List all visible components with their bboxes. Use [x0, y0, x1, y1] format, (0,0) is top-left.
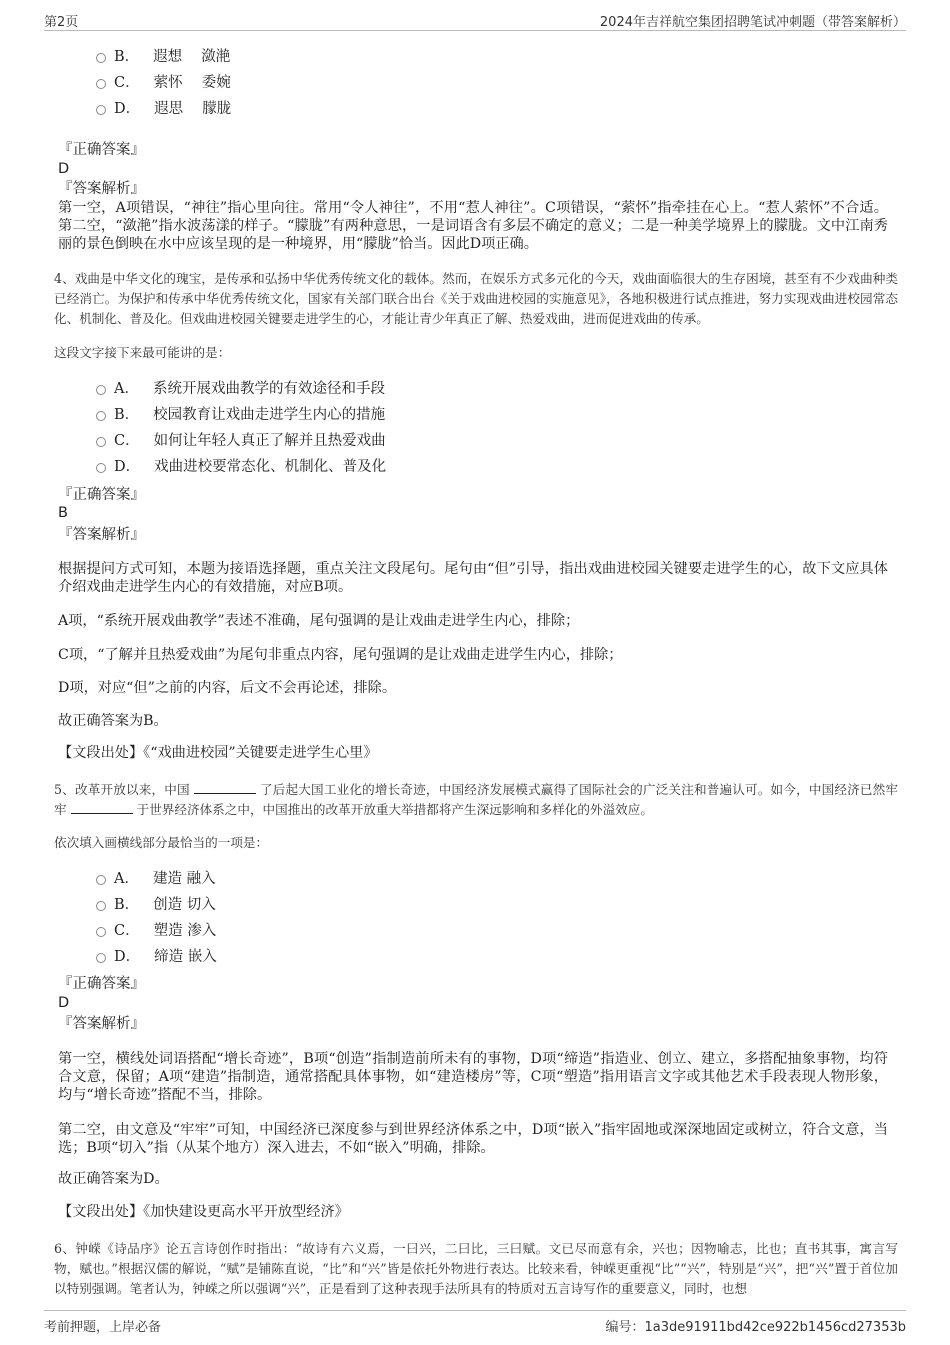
q3-analysis-label: 『答案解析』 [58, 181, 145, 197]
q5-analysis-label: 『答案解析』 [58, 1016, 145, 1032]
q4-option-a[interactable]: A． 系统开展戏曲教学的有效途径和手段 [96, 379, 385, 399]
q4-ask: 这段文字接下来最可能讲的是： [54, 345, 231, 360]
q3-analysis: 第一空，A项错误，“神往”指心里向往。常用“令人神往”，不用“惹人神往”。C项错误，“萦怀”指牵挂在心上。“惹人萦怀”不合适。第二空，“潋滟”指水波荡漾的样子。“朦胧”有两种意思，一是词语含有多层不确定的意义；二是一种美学境界上的朦胧。文中江南秀丽的景色倒映在水中应该呈现的是一种境界，用“朦胧”恰当。因此D项正确。 [58, 200, 888, 252]
q5-option-c[interactable]: C． 塑造 渗入 [96, 921, 216, 941]
q5-analysis-para: 第一空，横线处词语搭配“增长奇迹”，B项“创造”指制造前所未有的事物，D项“缔造”指造业、创立、建立，多搭配抽象事物，均符合文意，保留；A项“建造”指制造，通常搭配具体事物，如“建造楼房”等，C项“塑造”指用语言文字或其他艺术手段表现人物形象，均与“增长奇迹”搭配不当，排除。 [58, 1051, 888, 1103]
document-code: 编号：1a3de91911bd42ce922b1456cd27353b [605, 1320, 906, 1335]
q4-answer: B [58, 505, 68, 521]
page-footer [44, 1310, 906, 1335]
radio-icon[interactable] [96, 53, 106, 63]
q4-analysis-para: C项，“了解并且热爱戏曲”为尾句非重点内容，尾句强调的是让戏曲走进学生内心，排除； [58, 647, 623, 663]
q4-stem: 4、戏曲是中华文化的瑰宝，是传承和弘扬中华优秀传统文化的载体。然而，在娱乐方式多元化的今天，戏曲面临很大的生存困境，甚至有不少戏曲种类已经消亡。为保护和传承中华优秀传统文化，国家有关部门联合出台《关于戏曲进校园的实施意见》，各地积极进行试点推进，努力实现戏曲进校园常态化、机制化、普及化。但戏曲进校园关键要走进学生的心，才能让青少年真正了解、热爱戏曲，进而促进戏曲的传承。 [54, 271, 898, 326]
radio-icon[interactable] [96, 927, 106, 937]
q4-analysis-para: 故正确答案为B。 [58, 713, 168, 729]
radio-icon[interactable] [96, 385, 106, 395]
radio-icon[interactable] [96, 901, 106, 911]
q5-stem: 5、改革开放以来，中国 了后起大国工业化的增长奇迹，中国经济发展模式赢得了国际社会的广泛关注和普遍认可。如今，中国经济已然牢牢 于世界经济体系之中，中国推出的改革开放重大举措都将产生深远影响和多样化的外溢效应。 [54, 782, 899, 817]
q6-stem: 6、钟嵘《诗品序》论五言诗创作时指出：“故诗有六义焉，一曰兴，二曰比，三曰赋。文已尽而意有余，兴也；因物喻志，比也；直书其事，寓言写物，赋也。”根据汉儒的解说，“赋”是铺陈直说，“比”和“兴”皆是依托外物进行表达。比较来看，钟嵘更重视“比”“兴”，特别是“兴”，把“兴”置于首位加以特别强调。笔者认为，钟嵘之所以强调“兴”，正是看到了这种表现手法所具有的特质对五言诗写作的重要意义，同时，也想 [54, 1241, 898, 1296]
q3-answer: D [58, 161, 70, 177]
radio-icon[interactable] [96, 953, 106, 963]
q4-analysis-label: 『答案解析』 [58, 527, 145, 543]
page-number: 第2页 [44, 15, 79, 30]
q3-option-d[interactable]: D． 遐思 朦胧 [96, 99, 231, 119]
q4-analysis-para: 根据提问方式可知，本题为接语选择题，重点关注文段尾句。尾句由“但”引导，指出戏曲进校园关键要走进学生的心，故下文应具体介绍戏曲走进学生内心的有效措施，对应B项。 [58, 561, 888, 595]
radio-icon[interactable] [96, 411, 106, 421]
radio-icon[interactable] [96, 79, 106, 89]
q4-analysis-para: A项，“系统开展戏曲教学”表述不准确，尾句强调的是让戏曲走进学生内心，排除； [58, 613, 580, 629]
q3-option-b[interactable]: B． 遐想 潋滟 [96, 47, 230, 67]
q5-option-d[interactable]: D． 缔造 嵌入 [96, 947, 217, 967]
q4-answer-label: 『正确答案』 [58, 487, 145, 503]
q4-analysis-para: D项，对应“但”之前的内容，后文不会再论述，排除。 [58, 680, 397, 696]
q5-ask: 依次填入画横线部分最恰当的一项是： [54, 835, 269, 850]
q3-option-c[interactable]: C． 萦怀 委婉 [96, 73, 231, 93]
radio-icon[interactable] [96, 875, 106, 885]
radio-icon[interactable] [96, 105, 106, 115]
q5-option-a[interactable]: A． 建造 融入 [96, 869, 216, 889]
q4-option-b[interactable]: B． 校园教育让戏曲走进学生内心的措施 [96, 405, 385, 425]
q3-answer-label: 『正确答案』 [58, 142, 145, 158]
blank-line [71, 813, 133, 814]
footer-slogan: 考前押题，上岸必备 [44, 1320, 162, 1335]
q5-answer: D [58, 995, 70, 1011]
q5-option-b[interactable]: B． 创造 切入 [96, 895, 216, 915]
blank-line [194, 793, 256, 794]
q5-source: 【文段出处】《加快建设更高水平开放型经济》 [58, 1204, 349, 1220]
page-header [44, 8, 906, 31]
q4-option-d[interactable]: D． 戏曲进校要常态化、机制化、普及化 [96, 457, 386, 477]
document-title: 2024年吉祥航空集团招聘笔试冲刺题（带答案解析） [599, 15, 906, 30]
q4-source: 【文段出处】《“戏曲进校园”关键要走进学生心里》 [58, 745, 378, 761]
radio-icon[interactable] [96, 437, 106, 447]
q4-option-c[interactable]: C． 如何让年轻人真正了解并且热爱戏曲 [96, 431, 386, 451]
radio-icon[interactable] [96, 463, 106, 473]
q5-analysis-para: 第二空，由文意及“牢牢”可知，中国经济已深度参与到世界经济体系之中，D项“嵌入”指牢固地或深深地固定或树立，符合文意，当选；B项“切入”指（从某个地方）深入进去，不如“嵌入”明确，排除。 [58, 1122, 888, 1156]
q5-analysis-para: 故正确答案为D。 [58, 1171, 169, 1187]
q5-answer-label: 『正确答案』 [58, 976, 145, 992]
